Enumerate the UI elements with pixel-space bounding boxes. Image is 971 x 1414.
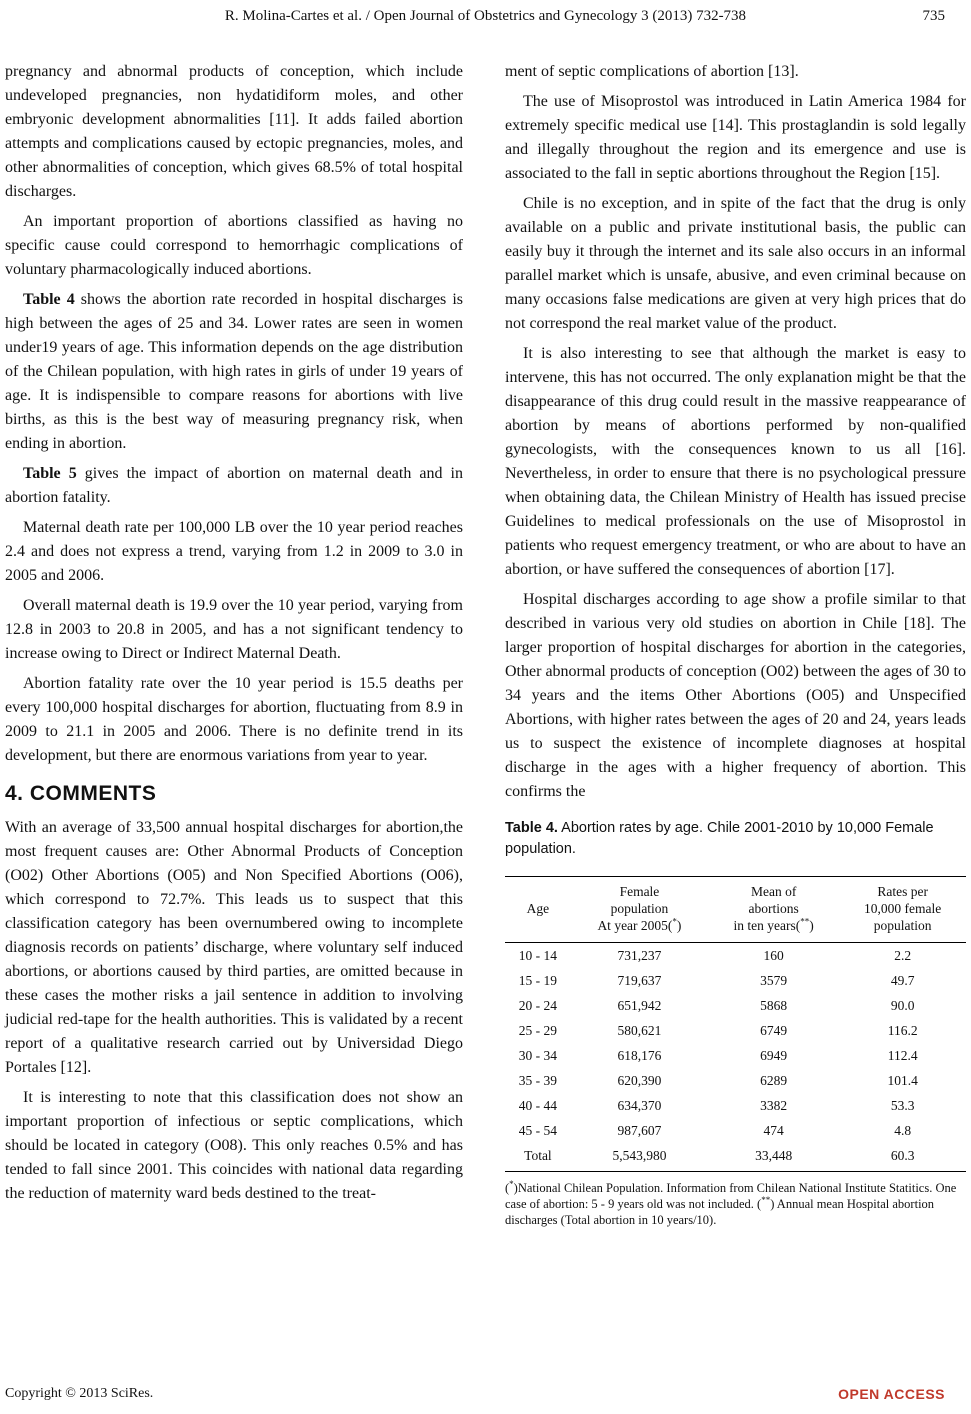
table-footnote: (*)National Chilean Population. Information from Chilean National Institute Statitics. One case of abortion: 5 - 9 years old was not included. (**) Annual mean Hospital abortion discharges (Total abortion in 10 years/10). (505, 1178, 957, 1227)
table-cell: 20 - 24 (518, 998, 558, 1013)
header-rates: Rates per 10,000 female population (839, 877, 966, 943)
header-female-population: Female population At year 2005(*) (571, 877, 708, 943)
table-cell: 634,370 (617, 1098, 662, 1113)
table-caption-text: Abortion rates by age. Chile 2001-2010 by 10,000 Female population. (505, 820, 934, 857)
paragraph (5, 462, 463, 510)
page-number: 735 (922, 8, 945, 24)
table-cell: 2.2 (894, 948, 912, 963)
table-reference: Table 5 (23, 465, 77, 482)
table-cell: 60.3 (839, 1143, 966, 1172)
paragraph: The use of Misoprostol was introduced in Latin America 1984 for extremely specific medical use [14]. This prostaglandin is sold legally and illegally throughout the region and its emergence and use is associated to the fall in septic abortions throughout the Region [15]. (505, 93, 966, 182)
paragraph: Abortion fatality rate over the 10 year period is 15.5 deaths per every 100,000 hospital discharges for abortion, fluctuating from 8.9 in 2009 to 21.1 in 2005 and 2006. There is no definite trend in its development, but there are enormous variations from year to year. (5, 675, 463, 764)
table-cell: 30 - 34 (518, 1048, 558, 1063)
table-cell: 4.8 (894, 1123, 912, 1138)
table-cell: 580,621 (617, 1023, 662, 1038)
table-row (505, 1068, 966, 1093)
paragraph: ment of septic complications of abortion [13]. (505, 63, 799, 80)
header-mean-abortions: Mean of abortions in ten years(**) (708, 877, 839, 943)
paragraph: An important proportion of abortions classified as having no specific cause could correspond to hemorrhagic complications of voluntary pharmacologically induced abortions. (5, 213, 463, 278)
table-cell: 3382 (760, 1098, 788, 1113)
table-row (505, 968, 966, 993)
header-age: Age (505, 877, 571, 943)
table-cell: 5,543,980 (571, 1143, 708, 1172)
table-cell: 651,942 (617, 998, 662, 1013)
table-cell: 15 - 19 (518, 973, 558, 988)
table-total-row (505, 1143, 966, 1172)
open-access-label: OPEN ACCESS (838, 1386, 945, 1402)
table-row (505, 1093, 966, 1118)
paragraph: Overall maternal death is 19.9 over the 10 year period, varying from 12.8 in 2003 to 20.8 in 2005, and has a not significant tendency to increase owing to Direct or Indirect Maternal Death. (5, 597, 463, 662)
table-cell: 25 - 29 (518, 1023, 558, 1038)
paragraph: Chile is no exception, and in spite of the fact that the drug is only available on a public and private institutional basis, the public can easily buy it through the internet and its sale also occurs in an informal parallel market which is unsafe, abusive, and even criminal because on many occasions false medications are given at very high prices that do not correspond the real market value of the product. (505, 195, 966, 332)
table-cell: 474 (763, 1123, 784, 1138)
table-cell: 6749 (760, 1023, 788, 1038)
section-heading: 4. COMMENTS (5, 782, 157, 805)
table-row (505, 943, 966, 969)
right-column (505, 60, 966, 1228)
table-cell: 10 - 14 (518, 948, 558, 963)
table-cell: 987,607 (617, 1123, 662, 1138)
table-header-row (505, 877, 966, 943)
table-reference: Table 4 (23, 291, 75, 308)
table-cell: 49.7 (890, 973, 915, 988)
table-cell: 620,390 (617, 1073, 662, 1088)
paragraph: Maternal death rate per 100,000 LB over the 10 year period reaches 2.4 and does not express a trend, varying from 1.2 in 2009 to 3.0 in 2005 and 2006. (5, 519, 463, 584)
table-row (505, 1043, 966, 1068)
table-cell: Total (505, 1143, 571, 1172)
table-cell: 160 (763, 948, 784, 963)
copyright-notice: Copyright © 2013 SciRes. (5, 1386, 154, 1401)
table-cell: 6949 (760, 1048, 788, 1063)
table-caption (505, 818, 966, 860)
paragraph: It is interesting to note that this classification does not show an important proportion of infectious or septic complications, which should be located in category (O08). This only reaches 0.5% and has tended to fall since 2001. This coincides with national data regarding the reduction of maternity ward beds destined to the treat- (5, 1089, 463, 1202)
table-cell: 719,637 (617, 973, 662, 988)
table-label: Table 4. (505, 820, 558, 836)
table-cell: 45 - 54 (518, 1123, 558, 1138)
table-cell: 53.3 (890, 1098, 915, 1113)
table-cell: 40 - 44 (518, 1098, 558, 1113)
paragraph: Hospital discharges according to age show a profile similar to that described in various very old studies on abortion in Chile [18]. The larger proportion of hospital discharges for abortion in the categories, Other abnormal products of conception (O02) between the ages of 30 to 34 years and the items Other Abortions (O05) and Unspecified Abortions, with higher rates between the ages of 20 and 24, years leads us to suspect the existence of incomplete diagnoses at hospital discharge in the ages with a higher frequency of abortion. This confirms the (505, 591, 966, 800)
table-cell: 35 - 39 (518, 1073, 558, 1088)
paragraph-text: gives the impact of abortion on maternal death and in abortion fatality. (5, 465, 464, 506)
table-cell: 6289 (760, 1073, 788, 1088)
left-column (5, 60, 463, 1212)
running-header: R. Molina-Cartes et al. / Open Journal of Obstetrics and Gynecology 3 (2013) 732-738 (224, 8, 747, 24)
paragraph: pregnancy and abnormal products of conception, which include undeveloped pregnancies, non hydatidiform moles, and other embryonic development abnormalities [11]. It adds failed abortion attempts and complications caused by ectopic pregnancies, moles, and other abnormalities of conception, which gives 68.5% of total hospital discharges. (5, 63, 463, 200)
table-cell: 90.0 (890, 998, 915, 1013)
table-row (505, 993, 966, 1018)
paragraph-text: shows the abortion rate recorded in hospital discharges is high between the ages of 25 and 34. Lower rates are seen in women under19 years of age. This information depends on the age distribution of the Chilean population, with high rates in girls of under 19 years of age. It is indispensible to compare reasons for abortions with live births, as this is the best way of measuring pregnancy risk, when ending in abortion. (5, 291, 463, 452)
table-cell: 731,237 (617, 948, 662, 963)
abortion-rates-table (505, 876, 966, 1172)
table-cell: 618,176 (617, 1048, 662, 1063)
table-cell: 116.2 (887, 1023, 918, 1038)
table-cell: 112.4 (887, 1048, 918, 1063)
paragraph: It is also interesting to see that although the market is easy to intervene, this has not occurred. The only explanation might be that the disappearance of this drug could result in the massive reappearance of abortion by means of abortions performed by non-qualified gynecologists, with the consequences known to us all [16]. Nevertheless, in order to ensure that there is no psychological pressure when obtaining data, the Chilean Ministry of Health has issued precise Guidelines to medical professionals on the use of Misoprostol in patients who request emergency treatment, or who are about to have an abortion, or have suffered the consequences of abortion [17]. (505, 345, 966, 578)
table-cell: 33,448 (708, 1143, 839, 1172)
table-cell: 5868 (760, 998, 788, 1013)
paragraph: With an average of 33,500 annual hospital discharges for abortion,the most frequent causes are: Other Abnormal Products of Conception (O02) Other Abortions (O05) and Non Specified Abortions (O06), which correspond to 72.7%. This leads us to suspect that this classification category has been overnumbered owing to incomplete diagnosis records on patients’ discharge, where voluntary self induced abortions, or abortions caused by third parties, are omitted because in these cases the mother risks a jail sentence in addition to involving judicial red-tape for the health authorities. This is validated by a recent report of a qualitative research carried out by Universidad Diego Portales [12]. (5, 819, 463, 1076)
table-row (505, 1118, 966, 1143)
table-cell: 3579 (760, 973, 788, 988)
table-cell: 101.4 (887, 1073, 918, 1088)
paragraph (5, 288, 463, 456)
table-row (505, 1018, 966, 1043)
